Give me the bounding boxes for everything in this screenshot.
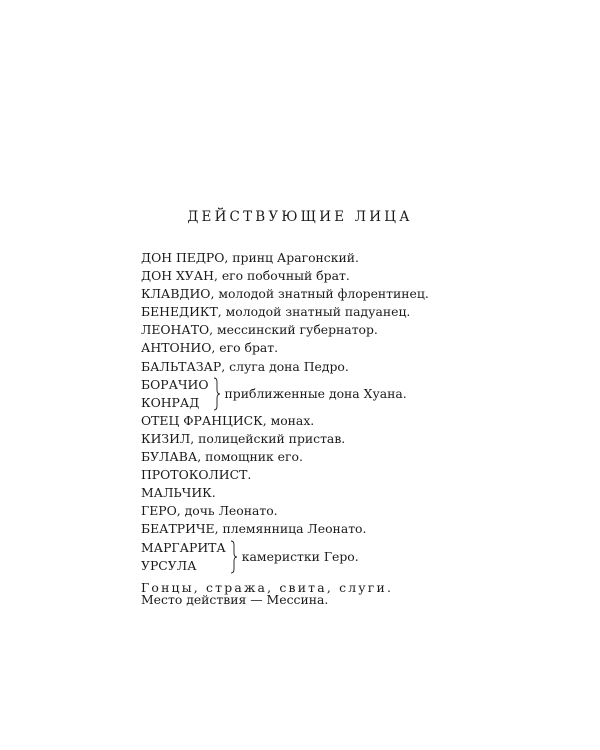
- group-description: камеристки Геро.: [241, 549, 359, 565]
- heading: ДЕЙСТВУЮЩИЕ ЛИЦА: [187, 209, 413, 225]
- group-description: приближенные дона Хуана.: [224, 386, 407, 402]
- group-name: КОНРАД: [141, 394, 200, 410]
- extras-line: Гонцы, стража, свита, слуги.: [141, 579, 394, 595]
- character-line: ПРОТОКОЛИСТ.: [141, 467, 252, 483]
- brace-icon: [213, 377, 221, 411]
- group-name: МАРГАРИТА: [141, 539, 226, 555]
- character-group-borachio-conrad: [141, 376, 581, 412]
- character-line: ЛЕОНАТО, мессинский губернатор.: [141, 322, 378, 338]
- character-line: ОТЕЦ ФРАНЦИСК, монах.: [141, 412, 315, 428]
- character-line: ГЕРО, дочь Леонато.: [141, 503, 278, 519]
- group-names: [141, 376, 209, 412]
- character-line: БАЛЬТАЗАР, слуга дона Педро.: [141, 358, 349, 374]
- character-line: МАЛЬЧИК.: [141, 485, 216, 501]
- group-name: БОРАЧИО: [141, 376, 209, 392]
- character-line: КИЗИЛ, полицейский пристав.: [141, 430, 346, 446]
- character-line: БУЛАВА, помощник его.: [141, 449, 303, 465]
- character-group-margarita-ursula: [141, 539, 581, 575]
- character-list: [141, 249, 581, 597]
- character-line: БЕНЕДИКТ, молодой знатный падуанец.: [141, 304, 411, 320]
- character-line: АНТОНИО, его брат.: [141, 340, 279, 356]
- character-line: КЛАВДИО, молодой знатный флорентинец.: [141, 286, 429, 302]
- character-line: ДОН ПЕДРО, принц Арагонский.: [141, 250, 359, 265]
- group-name: УРСУЛА: [141, 557, 197, 573]
- character-line: БЕАТРИЧЕ, племянница Леонато.: [141, 521, 367, 537]
- group-names: [141, 539, 226, 575]
- brace-icon: [230, 540, 238, 574]
- place-of-action: Место действия — Мессина.: [141, 592, 329, 607]
- character-line: ДОН ХУАН, его побочный брат.: [141, 268, 350, 284]
